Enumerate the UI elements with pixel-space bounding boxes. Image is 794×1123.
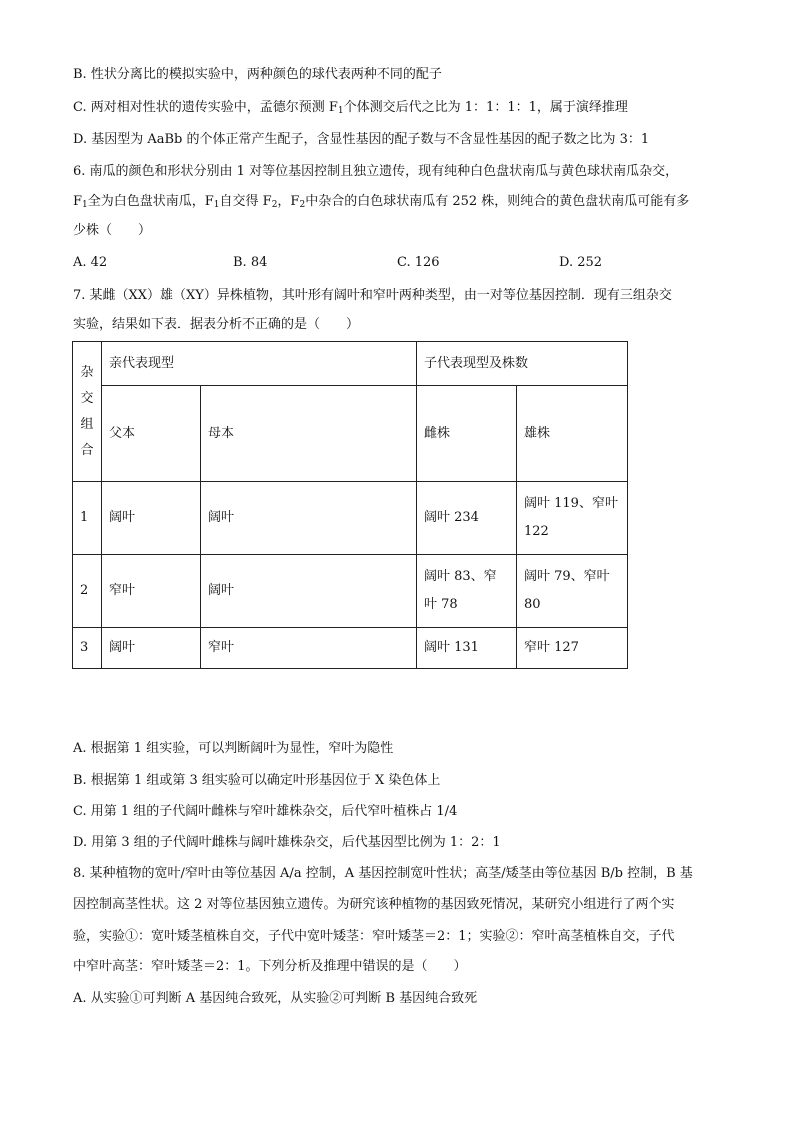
table-row: 2 窄叶 阔叶 阔叶 83、窄 叶 78 阔叶 79、窄叶 80 [73,555,628,628]
q5-option-d: D. 基因型为 AaBb 的个体正常产生配子，含显性基因的配子数与不含显性基因的配子数之比为 3：1 [73,132,650,147]
table-row: 1 阔叶 阔叶 阔叶 234 阔叶 119、窄叶 122 [73,482,628,555]
mother-header: 母本 [201,386,417,482]
q8-stem-line2: 因控制高茎性状。这 2 对等位基因独立遗传。为研究该种植物的基因致死情况，某研究小组进行了两个实 [73,897,675,912]
q7-option-c: C. 用第 1 组的子代阔叶雌株与窄叶雄株杂交，后代窄叶植株占 1/4 [73,804,458,819]
q8-stem-line1: 8. 某种植物的宽叶/窄叶由等位基因 A/a 控制，A 基因控制宽叶性状；高茎/矮茎由等位基因 B/b 控制，B 基 [73,866,693,881]
q6-stem-line3: 少株（ ） [73,223,152,238]
cross-group-header: 杂 交 组 合 [73,342,102,482]
q7-option-d: D. 用第 3 组的子代阔叶雌株与阔叶雄株杂交，后代基因型比例为 1：2：1 [73,835,501,850]
q7-stem-line2: 实验，结果如下表．据表分析不正确的是（ ） [73,317,360,332]
q7-option-b: B. 根据第 1 组或第 3 组实验可以确定叶形基因位于 X 染色体上 [73,773,441,788]
offspring-phenotype-header: 子代表现型及株数 [417,342,628,386]
q5-option-b: B. 性状分离比的模拟实验中，两种颜色的球代表两种不同的配子 [73,67,442,82]
q6-stem-line2: $F_1$全为白色盘状南瓜，$F_1$自交得 $F_2$，$F_2$中杂合的白色球状南瓜有 252 株，则纯合的黄色盘状南瓜可能有多 [73,194,690,210]
cross-results-table [72,341,628,669]
father-header: 父本 [102,386,201,482]
q6-options [73,255,713,273]
q8-stem-line4: 中窄叶高茎：窄叶矮茎＝2：1。下列分析及推理中错误的是（ ） [73,959,467,974]
female-header: 雌株 [417,386,517,482]
q6-option-d: D. 252 [559,255,603,270]
q8-option-a: A. 从实验①可判断 A 基因纯合致死，从实验②可判断 B 基因纯合致死 [73,991,478,1006]
parent-phenotype-header: 亲代表现型 [102,342,417,386]
q5-option-c: C. 两对相对性状的遗传实验中，孟德尔预测 $F_1$个体测交后代之比为 1：1：1：1，属于演绎推理 [73,100,628,116]
q7-stem-line1: 7. 某雌（XX）雄（XY）异株植物，其叶形有阔叶和窄叶两种类型，由一对等位基因控制．现有三组杂交 [73,288,672,303]
q6-option-a: A. 42 [73,255,108,270]
q8-stem-line3: 验，实验①：宽叶矮茎植株自交，子代中宽叶矮茎：窄叶矮茎＝2：1；实验②：窄叶高茎植株自交，子代 [73,929,675,944]
q6-stem-line1: 6. 南瓜的颜色和形状分别由 1 对等位基因控制且独立遗传，现有纯种白色盘状南瓜与黄色球状南瓜杂交， [73,164,679,179]
male-header: 雄株 [517,386,628,482]
table-row: 3 阔叶 窄叶 阔叶 131 窄叶 127 [73,628,628,669]
q7-option-a: A. 根据第 1 组实验，可以判断阔叶为显性，窄叶为隐性 [73,741,394,756]
q6-option-c: C. 126 [397,255,440,270]
q6-option-b: B. 84 [233,255,268,270]
